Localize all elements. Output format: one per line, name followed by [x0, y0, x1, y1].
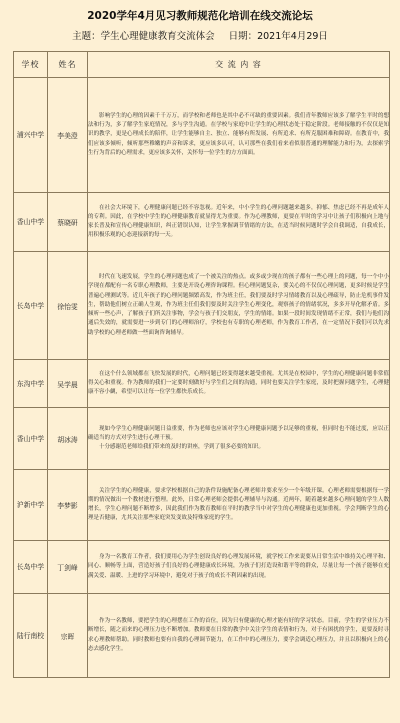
exchange-table	[13, 51, 390, 678]
header-content: 交 流 内 容	[88, 52, 390, 78]
page-subtitle	[0, 28, 400, 42]
teacher-name-cell: 蔡晓研	[48, 193, 88, 252]
table-row	[14, 78, 390, 193]
table-row	[14, 252, 390, 360]
content-paragraph: 身为一名教育工作者，我们要用心为学生创设良好的心理发展环境，就学校工作来说要从日常生活中维持关心理平和、同心、顺畅等上面，营造好孩子们良好的心理健康成长环境，为孩子们打造设和谐平等的群众，尽量让每一个孩子能够在充满关爱、温暖、上进的学习环境中，避免对于孩子的成长不利因素的出现。	[88, 554, 389, 579]
table-row	[14, 193, 390, 252]
forum-date: 日期：2021年4月29日	[228, 31, 328, 42]
forum-topic: 主题：学生心理健康教育交流体会	[72, 31, 215, 42]
content-cell	[88, 408, 390, 470]
school-cell: 长岛中学	[14, 252, 48, 360]
school-cell: 香山中学	[14, 193, 48, 252]
table-row	[14, 408, 390, 470]
teacher-name-cell: 李梦影	[48, 470, 88, 541]
school-cell: 浦兴中学	[14, 78, 48, 193]
table-row	[14, 541, 390, 594]
content-paragraph: 时代在飞速发展，学生的心理问题也成了一个被关注的热点。或多或少现在的孩子都有一些心理上的问题，每一个中小学现在都配有一名专职心理教师，主要是开设心理咨询课程。但心理问题复杂，要关心的不仅仅心理问题，更多时候是学生普遍心理测试等。近几年孩子的心理问题频繁高发，作为班主任，我们要及时学习情绪教育以及心理疏导，防止危机事件发生，帮助他们树立正确人生观，作为班主任们我们要及时关注学生心理变化，观察孩子的情绪状况，多多开导化解矛盾。多倾听一些心声，了解孩子们所关注事物，学会与孩子们交朋友，学生的情绪。如果一段时间发现情绪不正常，我们与他们沟通后失效的，就需要进一步到专门的心理师治疗，学校也有专职的心理老师，作为教育工作者，在一定情况下我们可以先求助学校的心理老师做一些面询咨询辅导。	[88, 274, 389, 336]
content-paragraph: 在社会大环境下，心理健康问题已经不容忽视。近年来，中小学生的心理问题越来越多，抑郁、焦虑已经不再是成年人的专利。因此，在学校中学生的心理健康教育就显得尤为重要。作为心理教师，更要在平时的学习中让孩子们积极向上地与家长普及和宣传心理健康知识，纠正错误认知，让学生掌握调节情绪的方法，在适当时候问题时学会自我调适，自我成长，用积极乐观的心态迎接新的每一天。	[88, 204, 389, 239]
content-paragraph: 作为一名教师，要把学生的心理摆在工作的首位，因为只有健康的心理才能有好的学习状态。目前，学生的学业压力不断增长，随之而来的心理压力也不断增加。教师要在日常的教学中关注学生的表情和行为，对于有困扰的学生，更要及时寻求心理教师帮助。同时教师也要有自我的心理调节能力，在工作中的心理压力，要学会调适心理压力，并且以积极向上的心态去感化学生。	[88, 618, 389, 652]
table-header-row	[14, 52, 390, 78]
header-school: 学校	[14, 52, 48, 78]
content-paragraph: 影响学生的心理的因素千千万万，而学校和老师也是其中必不可缺的重要因素。我们青年教师应该多了解学生平时的想法和行为，多了解学生家庭情况，多与学生沟通。在学校与家庭中让学生的心理状态处于稳定阶段。老师接触的不仅仅是知识的教学，更是心理成长的陪伴，让学生能够自主、独立、能够有所发展、有所追求、有所克服困难和障碍。在教育中，我们应该多倾听，倾听那些稚嫩的声音和诉求，更应该多认可，认可那些在我们看来看似很普通的理解能力和行为，去探索学生行为背后的心理需求，更应该多关怀，关怀每一位学生的方方面面。	[88, 112, 389, 156]
school-cell: 长岛中学	[14, 541, 48, 594]
content-paragraph: 十分感谢范老师给我们带来的及时的讲座，学到了很多必要的知识。	[99, 444, 265, 451]
table-row	[14, 360, 390, 408]
teacher-name-cell: 丁剑峰	[48, 541, 88, 594]
teacher-name-cell: 李美澄	[48, 78, 88, 193]
school-cell: 东沟中学	[14, 360, 48, 408]
content-cell	[88, 594, 390, 678]
school-cell: 陆行南校	[14, 594, 48, 678]
teacher-name-cell: 吴学晨	[48, 360, 88, 408]
content-paragraph: 在这个什么领域都在飞快发展的时代，心理问题已经变得越来越受重视。尤其是在校园中，学生的心理健康问题非常值得关心和重视。作为教师的我们一定要时刻做好与学生们之间的沟通，同时也要关注学生家庭，及时把握问题学生，心理健康不容小觑，希望可以让每一位学生都快乐成长。	[88, 370, 389, 396]
content-cell	[88, 360, 390, 408]
teacher-name-cell: 宗晖	[48, 594, 88, 678]
content-paragraph: 关注学生的心理健康，要求学校根据自己的条件设施配备心理老师并要求至少一个年级开课。心理老师需要根据每一学期的情况做出一个教材进行整理。此外，日常心理老师会提供心理辅导与沟通。近两年，随着越来越多心理问题的学生人数增长，学生心理问题不断增多，因此我们作为教育教师在平时的教学当中对学生的心理健康也更加重视。学会判断学生的心理是否健康，尤其关注那些家庭突发变故及特殊家庭的学生。	[88, 487, 389, 522]
content-cell	[88, 252, 390, 360]
table-row	[14, 594, 390, 678]
table-row	[14, 470, 390, 541]
school-cell: 沪新中学	[14, 470, 48, 541]
header-name: 姓名	[48, 52, 88, 78]
content-cell	[88, 541, 390, 594]
content-paragraph: 现如今学生心理健康问题日益重要，作为老师也应该对学生心理健康问题予以足够的重视，但同时也不能过度，应以正确适当的方式对学生进行心理干预。	[88, 425, 389, 441]
school-cell: 香山中学	[14, 408, 48, 470]
content-cell	[88, 193, 390, 252]
page-title: 2020学年4月见习教师规范化培训在线交流论坛	[87, 10, 313, 22]
content-cell	[88, 470, 390, 541]
teacher-name-cell: 徐怡雯	[48, 252, 88, 360]
content-cell	[88, 78, 390, 193]
teacher-name-cell: 胡冰涛	[48, 408, 88, 470]
